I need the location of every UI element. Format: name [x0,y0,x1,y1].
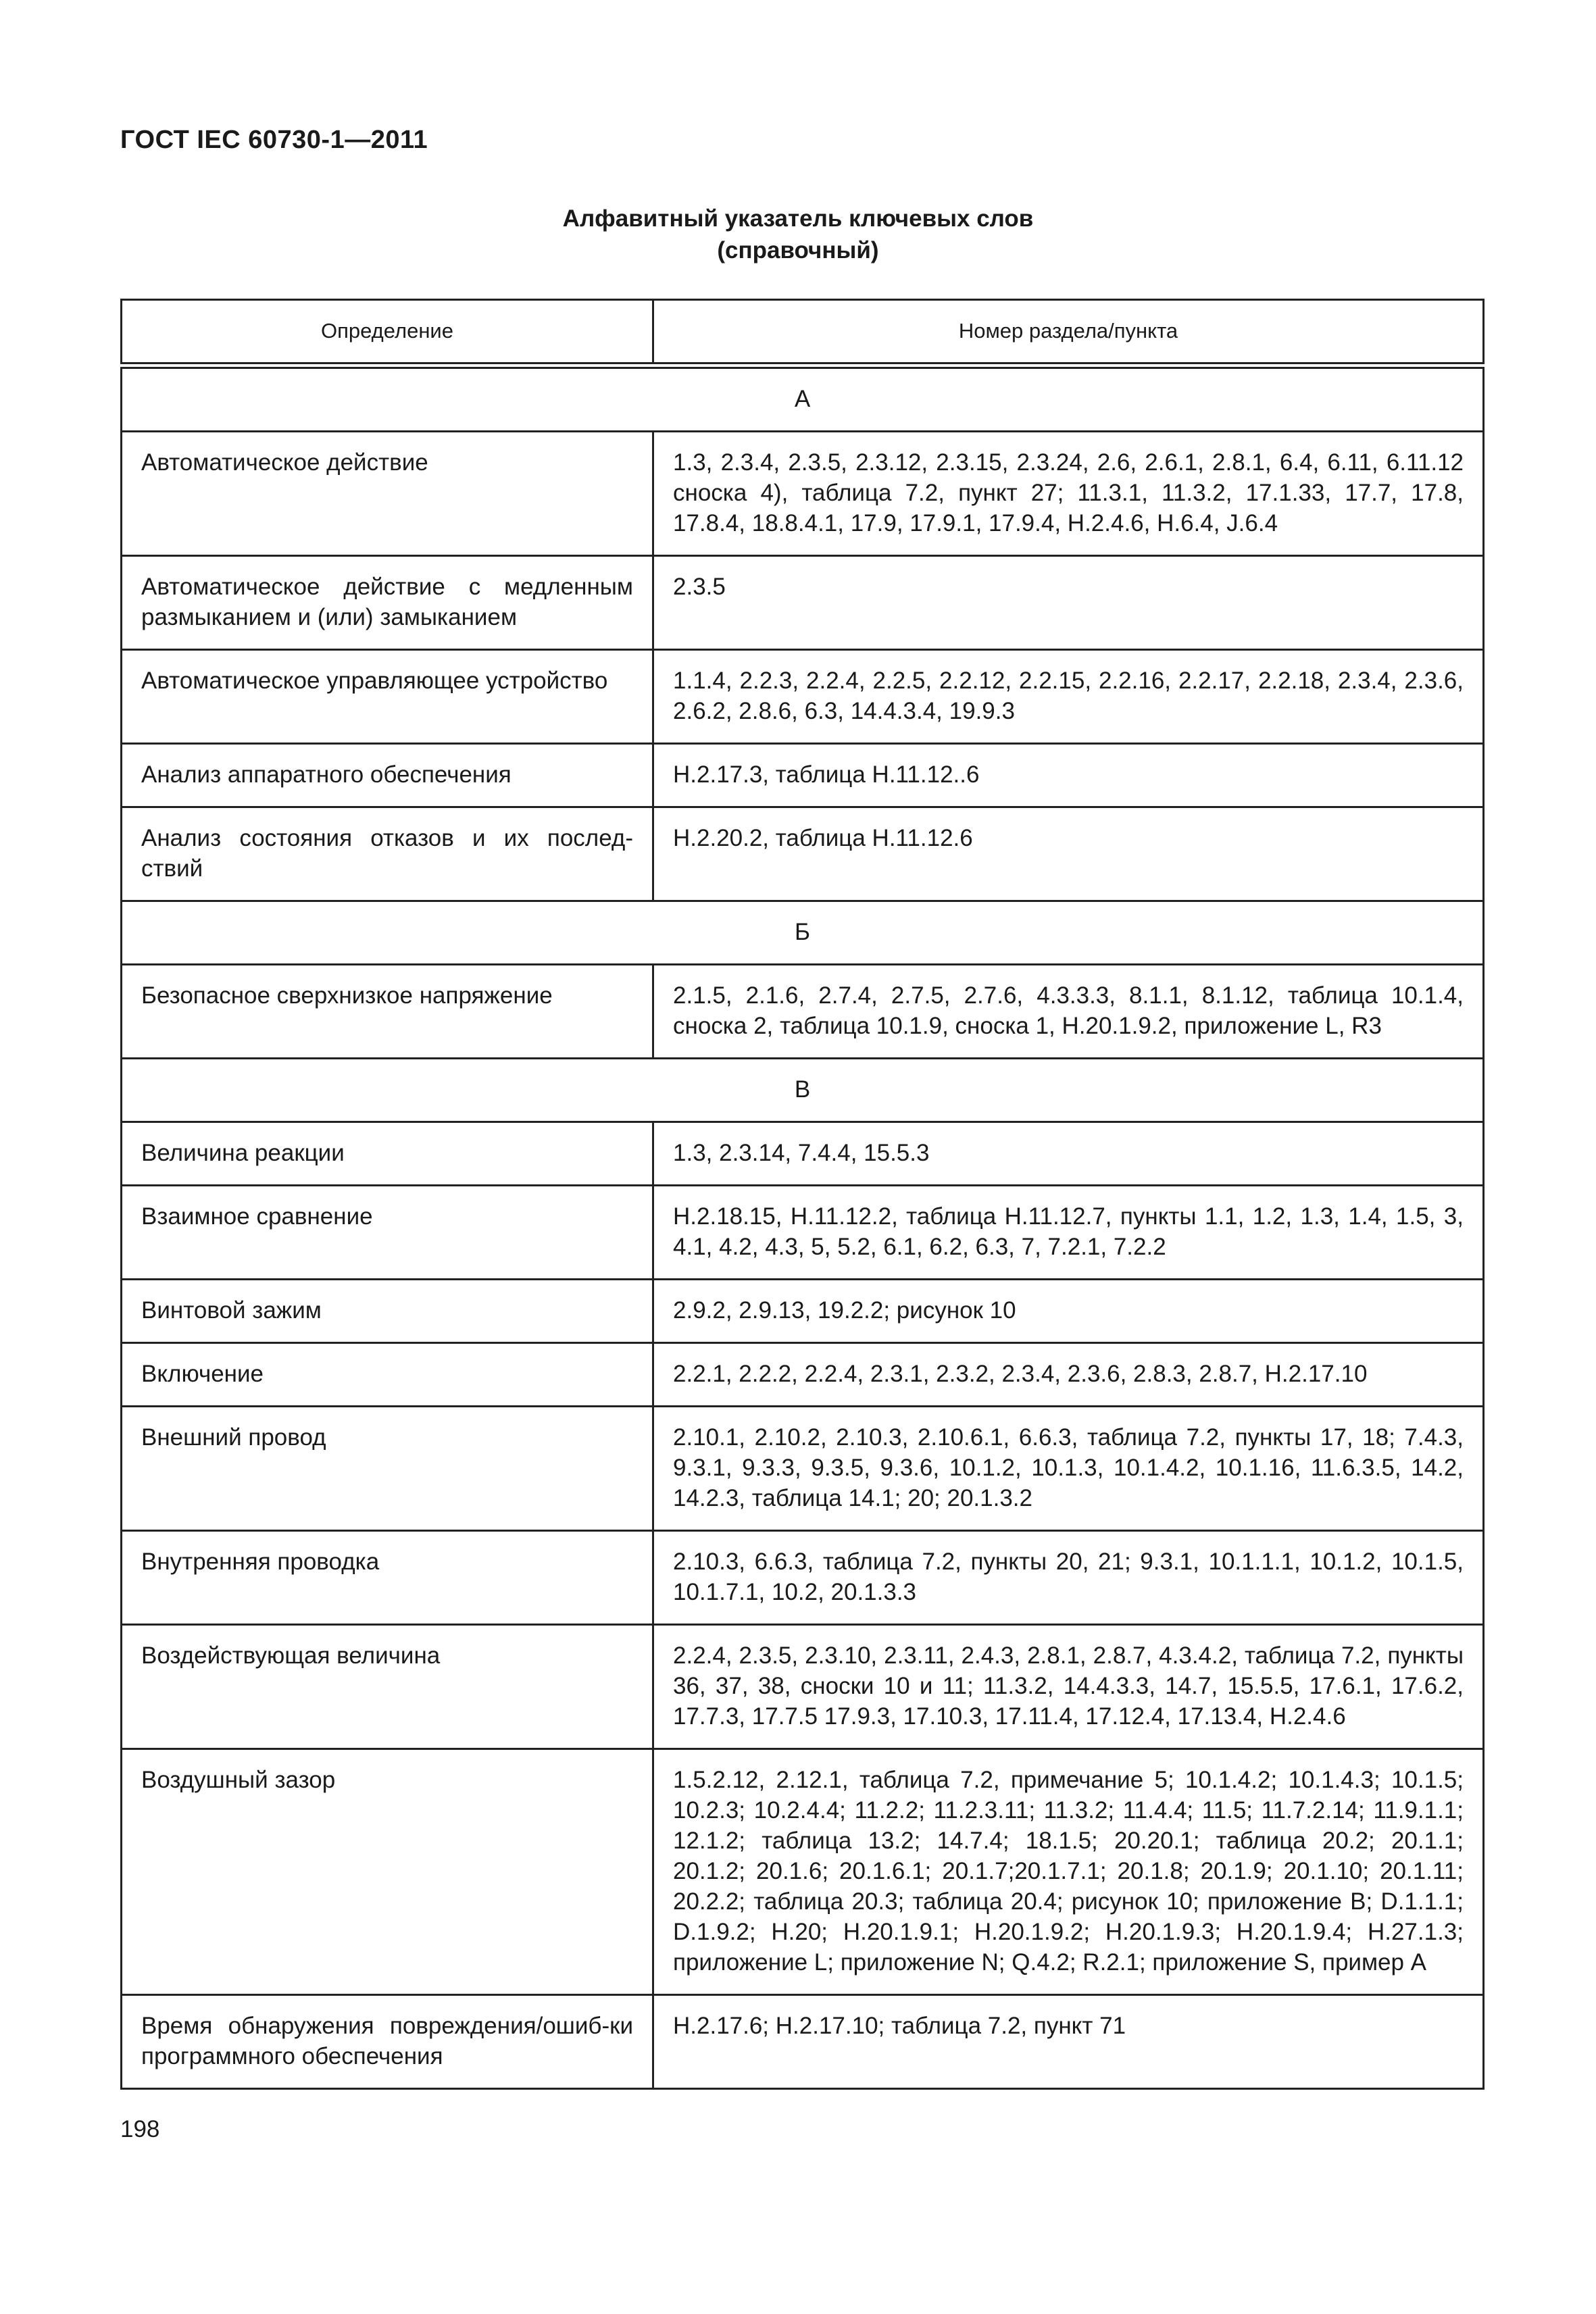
reference-cell: 1.3, 2.3.14, 7.4.4, 15.5.3 [653,1122,1484,1186]
table-row [122,556,1484,650]
page-number: 198 [120,2116,160,2142]
table-row [122,432,1484,556]
term-cell: Автоматическое действие [122,432,653,556]
reference-cell: H.2.17.3, таблица H.11.12..6 [653,744,1484,807]
reference-cell: 2.9.2, 2.9.13, 19.2.2; рисунок 10 [653,1280,1484,1343]
table-row [122,1625,1484,1749]
term-cell: Внутренняя проводка [122,1531,653,1625]
reference-cell: 2.1.5, 2.1.6, 2.7.4, 2.7.5, 2.7.6, 4.3.3.3, 8.1.1, 8.1.12, таблица 10.1.4, сноска 2, таблица 10.1.9, сноска 1, H.20.1.9.2, приложение L, R3 [653,965,1484,1059]
reference-cell: 2.2.4, 2.3.5, 2.3.10, 2.3.11, 2.4.3, 2.8.1, 2.8.7, 4.3.4.2, таблица 7.2, пункты 36, 37, 38, сноски 10 и 11; 11.3.2, 14.4.3.3, 14.7, 15.5.5, 17.6.1, 17.6.2, 17.7.3, 17.7.5 17.9.3, 17.10.3, 17.11.4, 17.12.4, 17.13.4, H.2.4.6 [653,1625,1484,1749]
reference-cell: 2.2.1, 2.2.2, 2.2.4, 2.3.1, 2.3.2, 2.3.4, 2.3.6, 2.8.3, 2.8.7, H.2.17.10 [653,1343,1484,1407]
table-header-row [122,300,1484,366]
letter-heading-v: В [122,1059,1484,1122]
column-header-definition: Определение [122,300,653,366]
letter-section-row [122,366,1484,432]
table-row [122,1749,1484,1995]
term-cell: Автоматическое действие с медленным размыканием и (или) замыканием [122,556,653,650]
reference-cell: H.2.18.15, H.11.12.2, таблица H.11.12.7, пункты 1.1, 1.2, 1.3, 1.4, 1.5, 3, 4.1, 4.2, 4.3, 5, 5.2, 6.1, 6.2, 6.3, 7, 7.2.1, 7.2.2 [653,1186,1484,1280]
table-row [122,1280,1484,1343]
term-cell: Винтовой зажим [122,1280,653,1343]
letter-heading-b: Б [122,901,1484,965]
reference-cell: 1.3, 2.3.4, 2.3.5, 2.3.12, 2.3.15, 2.3.24, 2.6, 2.6.1, 2.8.1, 6.4, 6.11, 6.11.12 сноска 4), таблица 7.2, пункт 27; 11.3.1, 11.3.2, 17.1.33, 17.7, 17.8, 17.8.4, 18.8.4.1, 17.9, 17.9.1, 17.9.4, H.2.4.6, H.6.4, J.6.4 [653,432,1484,556]
reference-cell: H.2.20.2, таблица H.11.12.6 [653,807,1484,901]
table-row [122,1186,1484,1280]
reference-cell: 2.3.5 [653,556,1484,650]
letter-section-row [122,1059,1484,1122]
column-header-reference: Номер раздела/пункта [653,300,1484,366]
term-cell: Внешний провод [122,1407,653,1531]
table-row [122,807,1484,901]
term-cell: Величина реакции [122,1122,653,1186]
term-cell: Воздушный зазор [122,1749,653,1995]
index-title-line2: (справочный) [717,237,879,263]
reference-cell: 1.5.2.12, 2.12.1, таблица 7.2, примечание 5; 10.1.4.2; 10.1.4.3; 10.1.5; 10.2.3; 10.2.4.4; 11.2.2; 11.2.3.11; 11.3.2; 11.4.4; 11.5; 11.7.2.14; 11.9.1.1; 12.1.2; таблица 13.2; 14.7.4; 18.1.5; 20.20.1; таблица 20.2; 20.1.1; 20.1.2; 20.1.6; 20.1.6.1; 20.1.7;20.1.7.1; 20.1.8; 20.1.9; 20.1.10; 20.1.11; 20.2.2; таблица 20.3; таблица 20.4; рисунок 10; приложение B; D.1.1.1; D.1.9.2; H.20; H.20.1.9.1; H.20.1.9.2; H.20.1.9.3; H.20.1.9.4; H.27.1.3; приложение L; приложение N; Q.4.2; R.2.1; приложение S, пример A [653,1749,1484,1995]
term-cell: Безопасное сверхнизкое напряжение [122,965,653,1059]
table-row [122,744,1484,807]
table-row [122,1407,1484,1531]
document-code: ГОСТ IEC 60730-1—2011 [120,126,428,154]
term-cell: Анализ состояния отказов и их послед-ствий [122,807,653,901]
reference-cell: 2.10.1, 2.10.2, 2.10.3, 2.10.6.1, 6.6.3, таблица 7.2, пункты 17, 18; 7.4.3, 9.3.1, 9.3.3, 9.3.5, 9.3.6, 10.1.2, 10.1.3, 10.1.4.2, 10.1.16, 11.6.3.5, 14.2, 14.2.3, таблица 14.1; 20; 20.1.3.2 [653,1407,1484,1531]
reference-cell: H.2.17.6; H.2.17.10; таблица 7.2, пункт 71 [653,1995,1484,2089]
term-cell: Анализ аппаратного обеспечения [122,744,653,807]
table-row [122,1122,1484,1186]
table-row [122,1995,1484,2089]
index-title [0,203,1596,266]
table-row [122,965,1484,1059]
index-title-line1: Алфавитный указатель ключевых слов [562,205,1034,232]
table-row [122,1343,1484,1407]
reference-cell: 2.10.3, 6.6.3, таблица 7.2, пункты 20, 21; 9.3.1, 10.1.1.1, 10.1.2, 10.1.5, 10.1.7.1, 10.2, 20.1.3.3 [653,1531,1484,1625]
reference-cell: 1.1.4, 2.2.3, 2.2.4, 2.2.5, 2.2.12, 2.2.15, 2.2.16, 2.2.17, 2.2.18, 2.3.4, 2.3.6, 2.6.2, 2.8.6, 6.3, 14.4.3.4, 19.9.3 [653,650,1484,744]
term-cell: Время обнаружения повреждения/ошиб-ки программного обеспечения [122,1995,653,2089]
letter-heading-a: А [122,366,1484,432]
keyword-index-table [120,299,1485,2090]
table-row [122,1531,1484,1625]
term-cell: Воздействующая величина [122,1625,653,1749]
term-cell: Автоматическое управляющее устройство [122,650,653,744]
term-cell: Взаимное сравнение [122,1186,653,1280]
letter-section-row [122,901,1484,965]
table-row [122,650,1484,744]
term-cell: Включение [122,1343,653,1407]
